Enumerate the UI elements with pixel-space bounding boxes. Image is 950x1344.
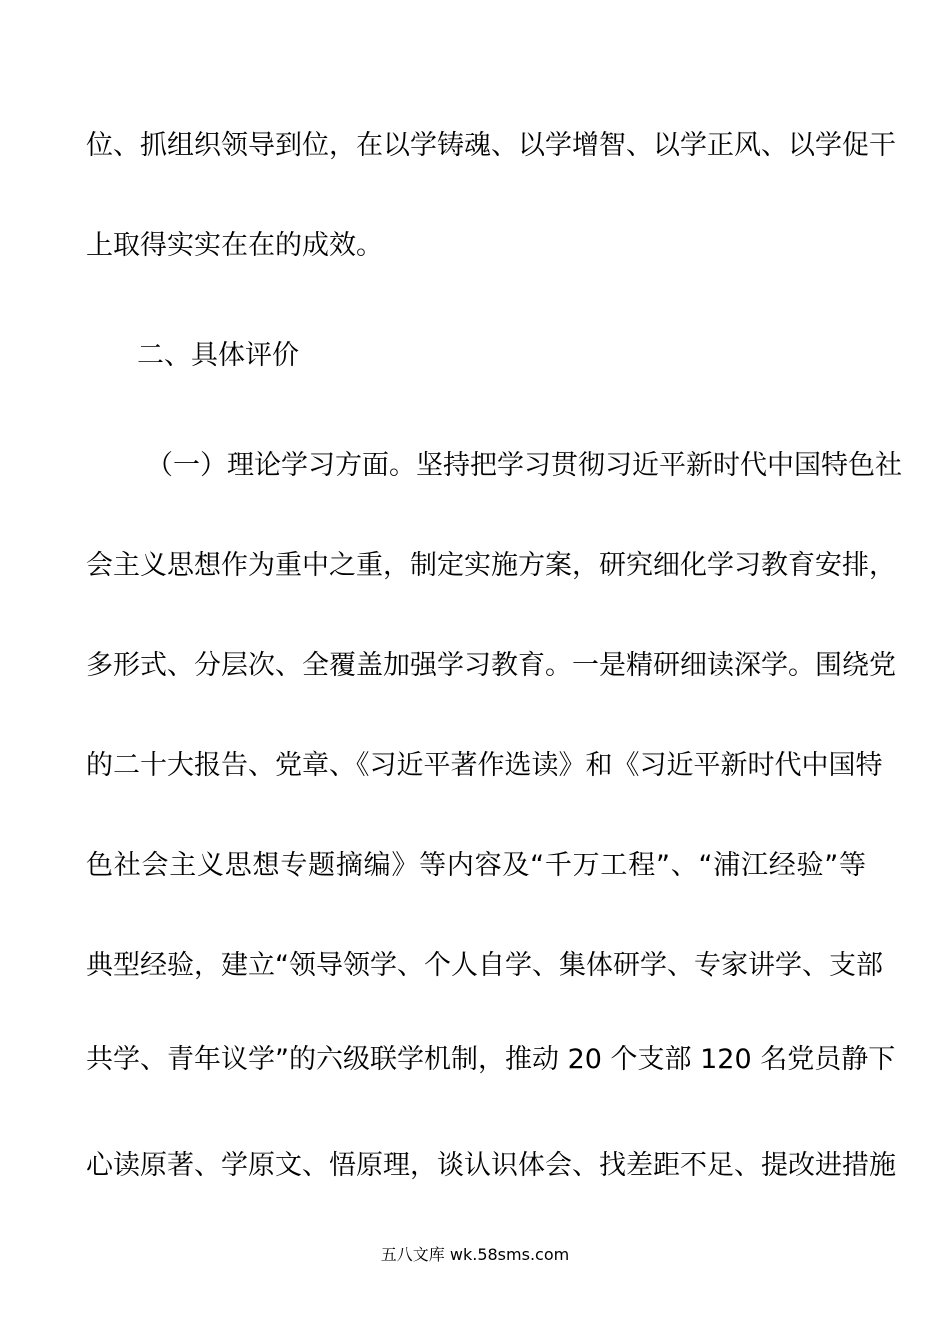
text-line-11: 心读原著、学原文、悟原理，谈认识体会、找差距不足、提改进措施	[86, 1150, 896, 1181]
text-line-5: 会主义思想作为重中之重，制定实施方案，研究细化学习教育安排，	[86, 550, 896, 581]
text-line-2: 上取得实实在在的成效。	[86, 230, 383, 261]
text-line-6: 多形式、分层次、全覆盖加强学习教育。一是精研细读深学。围绕党	[86, 650, 896, 681]
text-line-7: 的二十大报告、党章、《习近平著作选读》和《习近平新时代中国特	[86, 750, 883, 781]
text-line-9: 典型经验，建立“领导领学、个人自学、集体研学、专家讲学、支部	[86, 950, 883, 981]
text-line-8: 色社会主义思想专题摘编》等内容及“千万工程”、“浦江经验”等	[86, 850, 866, 881]
footer-watermark: 五八文库 wk.58sms.com	[380, 1245, 570, 1264]
section-heading: 二、具体评价	[137, 340, 299, 371]
text-line-4: （一）理论学习方面。坚持把学习贯彻习近平新时代中国特色社	[146, 450, 902, 481]
text-line-10: 共学、青年议学”的六级联学机制，推动 20 个支部 120 名党员静下	[86, 1044, 896, 1075]
text-line-1: 位、抓组织领导到位，在以学铸魂、以学增智、以学正风、以学促干	[86, 130, 896, 161]
